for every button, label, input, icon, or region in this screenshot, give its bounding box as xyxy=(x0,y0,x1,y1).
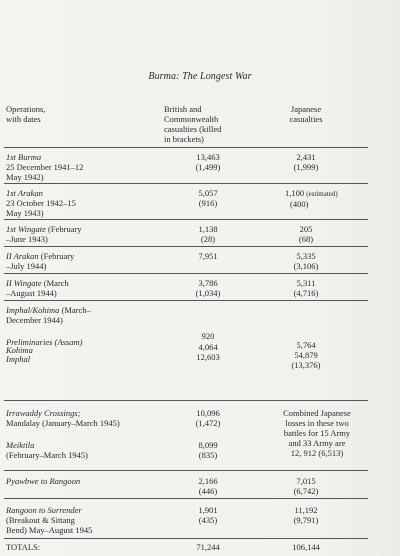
japanese-killed: (9,791) xyxy=(293,515,319,525)
operation-date: 23 October 1942–15 xyxy=(6,198,76,208)
operation-date: (March– xyxy=(59,305,91,315)
rule xyxy=(4,470,368,471)
british-casualties: 8,099 xyxy=(198,440,218,450)
row-2nd-wingate-british xyxy=(188,278,228,298)
rule xyxy=(4,246,368,247)
japanese-killed: (3,106) xyxy=(293,261,319,271)
row-rangoon-british xyxy=(188,505,228,525)
header-british-line: in brackets) xyxy=(164,134,204,144)
rule xyxy=(4,498,368,499)
row-rangoon-operation xyxy=(6,505,92,535)
header-british-line: British and xyxy=(164,104,202,114)
japanese-total: 106,144 xyxy=(292,542,320,552)
operation-name: Irrawaddy Crossings; xyxy=(6,408,81,418)
operation-name: 1st Wingate xyxy=(6,224,46,234)
british-total: 71,244 xyxy=(196,542,220,552)
japanese-casualties: 2,431 xyxy=(296,152,316,162)
header-british xyxy=(164,104,221,144)
operation-date: May 1942) xyxy=(6,172,44,182)
operation-name: Preliminaries (Assam) xyxy=(6,337,83,347)
british-casualties: 2,166 xyxy=(198,476,218,486)
row-2nd-arakan-british xyxy=(188,251,228,261)
row-imphal-kohima-operation xyxy=(6,305,91,325)
row-imphal-operation xyxy=(6,354,30,364)
operation-name: Meiktila xyxy=(6,440,35,450)
british-casualties: 1,138 xyxy=(198,224,218,234)
japanese-casualties: 5,764 xyxy=(296,340,316,350)
japanese-casualties: 1,100 xyxy=(285,188,305,198)
row-totals-label xyxy=(6,542,40,552)
operation-name: II Wingate xyxy=(6,278,42,288)
british-killed: (835) xyxy=(198,450,218,460)
japanese-casualties: 5,335 xyxy=(296,251,316,261)
totals-label: TOTALS: xyxy=(6,542,41,552)
row-1st-arakan-japanese xyxy=(285,188,338,209)
operation-date: (February xyxy=(38,251,75,261)
british-casualties: 3,786 xyxy=(198,278,218,288)
japanese-killed: (4,716) xyxy=(293,288,319,298)
british-killed: (446) xyxy=(198,486,218,496)
operation-date: (February xyxy=(45,224,82,234)
operation-date: Mandalay (January–March 1945) xyxy=(6,418,120,428)
row-irrawaddy-british xyxy=(188,408,228,428)
combined-japanese-losses xyxy=(262,408,372,458)
japanese-killed: (13,376) xyxy=(291,360,321,370)
japanese-casualties: 205 xyxy=(299,224,313,234)
japanese-casualties: 7,015 xyxy=(296,476,316,486)
operation-date: –August 1944) xyxy=(6,288,57,298)
rule xyxy=(4,300,368,301)
combined-line: 12, 912 (6,513) xyxy=(290,448,344,458)
row-imphal-japanese xyxy=(278,350,334,370)
operation-date: –June 1943) xyxy=(6,234,48,244)
header-japanese-line: casualties xyxy=(289,114,323,124)
row-meiktila-operation xyxy=(6,440,88,460)
japanese-killed: (1,999) xyxy=(293,162,319,172)
row-1st-burma-operation xyxy=(6,152,83,182)
row-totals-british xyxy=(188,542,228,552)
combined-line: Combined Japanese xyxy=(283,408,351,418)
table-title: Burma: The Longest War xyxy=(148,71,252,82)
row-1st-arakan-operation xyxy=(6,188,76,218)
british-killed: (1,034) xyxy=(195,288,221,298)
japanese-killed: (400) xyxy=(290,199,309,209)
row-pyawbwe-operation xyxy=(6,476,80,486)
row-1st-wingate-operation xyxy=(6,224,82,244)
operation-name: 1st Arakan xyxy=(6,188,43,198)
row-1st-arakan-british xyxy=(188,188,228,208)
operation-date: (March xyxy=(41,278,69,288)
header-operations-line: Operations, xyxy=(6,104,46,114)
rule xyxy=(4,273,368,274)
combined-line: and 33 Army are xyxy=(288,438,346,448)
operation-date: (February–March 1945) xyxy=(6,450,88,460)
row-irrawaddy-operation xyxy=(6,408,120,428)
rule xyxy=(4,538,368,539)
japanese-killed: (68) xyxy=(298,234,314,244)
estimate-note: (estimated) xyxy=(306,190,338,198)
british-casualties: 13,463 xyxy=(196,152,220,162)
row-totals-japanese xyxy=(278,542,334,552)
operation-date: 25 December 1941–12 xyxy=(6,162,84,172)
british-killed: (916) xyxy=(198,198,218,208)
british-casualties: 1,901 xyxy=(198,505,218,515)
row-kohima-british xyxy=(188,342,228,352)
row-imphal-british xyxy=(188,352,228,362)
row-meiktila-british xyxy=(188,440,228,460)
row-2nd-wingate-japanese xyxy=(278,278,334,298)
british-casualties: 5,057 xyxy=(198,188,218,198)
row-1st-burma-british xyxy=(188,152,228,172)
operation-date: (Breakout & Sittang xyxy=(6,515,75,525)
rule xyxy=(4,400,368,401)
british-casualties: 12,603 xyxy=(196,352,220,362)
operation-name: Kohima xyxy=(6,345,33,355)
british-casualties: 4,064 xyxy=(198,342,218,352)
japanese-casualties: 54,879 xyxy=(294,350,318,360)
japanese-casualties: 5,311 xyxy=(296,278,316,288)
british-killed: (1,499) xyxy=(195,162,221,172)
operation-name: Imphal/Kohima xyxy=(6,305,60,315)
row-2nd-arakan-japanese xyxy=(278,251,334,271)
header-japanese xyxy=(281,104,331,124)
row-pyawbwe-japanese xyxy=(278,476,334,496)
british-casualties: 7,951 xyxy=(198,251,218,261)
row-1st-wingate-british xyxy=(188,224,228,244)
operation-date: December 1944) xyxy=(6,315,63,325)
row-kohima-japanese xyxy=(278,340,334,350)
british-killed: (435) xyxy=(198,515,218,525)
combined-line: losses in these two xyxy=(285,418,349,428)
operation-name: 1st Burma xyxy=(6,152,42,162)
operation-date: Bend) May–August 1945 xyxy=(6,525,93,535)
header-british-line: casualties (killed xyxy=(164,124,222,134)
rule xyxy=(4,183,368,184)
row-2nd-wingate-operation xyxy=(6,278,69,298)
british-casualties: 10,096 xyxy=(196,408,220,418)
british-killed: (28) xyxy=(200,234,216,244)
header-japanese-line: Japanese xyxy=(290,104,322,114)
operation-date: –July 1944) xyxy=(6,261,47,271)
british-killed: (1,472) xyxy=(195,418,221,428)
combined-line: battles for 15 Army xyxy=(283,428,351,438)
row-preliminaries-british xyxy=(188,331,228,341)
operation-name: Pyawbwe to Rangoon xyxy=(6,476,81,486)
japanese-casualties: 11,192 xyxy=(294,505,318,515)
row-2nd-arakan-operation xyxy=(6,251,74,271)
operation-name: Rangoon to Surrender xyxy=(6,505,82,515)
row-1st-burma-japanese xyxy=(278,152,334,172)
british-casualties: 920 xyxy=(201,331,215,341)
operation-name: Imphal xyxy=(6,354,31,364)
operation-name: II Arakan xyxy=(6,251,39,261)
row-rangoon-japanese xyxy=(278,505,334,525)
header-operations-line: with dates xyxy=(6,114,41,124)
row-1st-wingate-japanese xyxy=(278,224,334,244)
header-operations xyxy=(6,104,45,124)
row-pyawbwe-british xyxy=(188,476,228,496)
rule xyxy=(4,147,368,148)
operation-date: May 1943) xyxy=(6,208,44,218)
rule xyxy=(4,219,368,220)
header-british-line: Commonwealth xyxy=(164,114,219,124)
japanese-killed: (6,742) xyxy=(293,486,319,496)
